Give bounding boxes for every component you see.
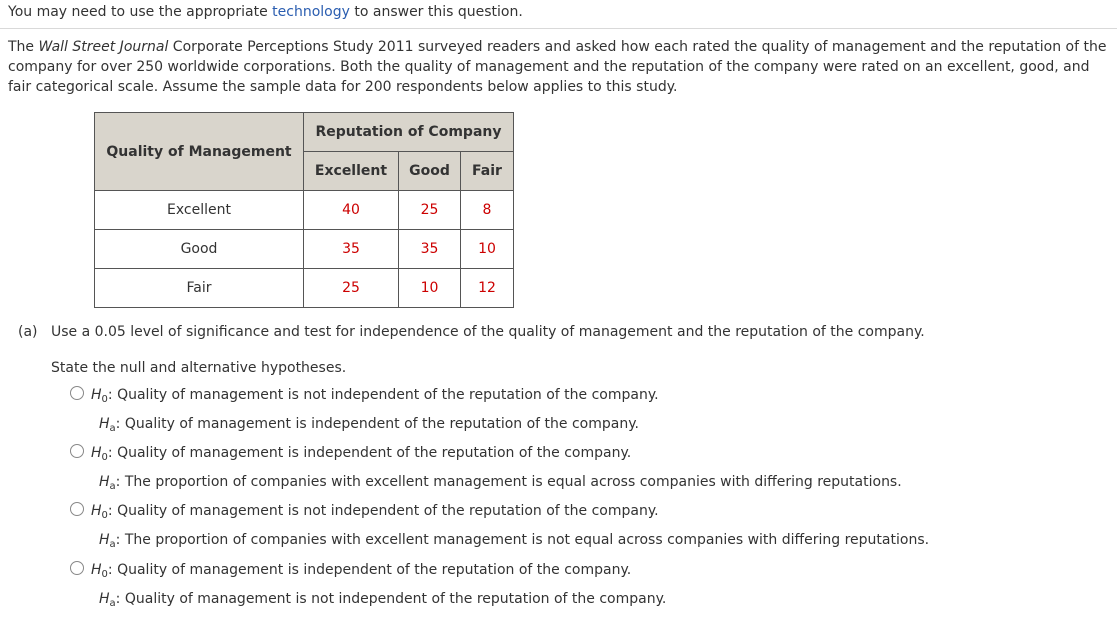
intro-before: You may need to use the appropriate — [8, 4, 273, 20]
table-cell: 10 — [461, 230, 514, 269]
table-row — [95, 269, 514, 308]
part-a-text: Use a 0.05 level of significance and test for independence of the quality of management and the reputation of the company. — [51, 324, 925, 340]
alt-hypothesis-text: The proportion of companies with excellent management is equal across companies with differing reputations. — [124, 474, 902, 490]
colon: : — [115, 532, 125, 548]
colon: : — [107, 503, 118, 519]
journal-name: Wall Street Journal — [38, 39, 169, 55]
divider — [0, 28, 1117, 29]
alt-subscript: a — [109, 539, 116, 550]
table-cell: 12 — [461, 269, 514, 308]
h-symbol: H — [91, 562, 102, 578]
part-a-label: (a) — [18, 324, 38, 340]
h-symbol: H — [99, 416, 110, 432]
row-label: Good — [95, 230, 304, 269]
hypothesis-option-1[interactable] — [70, 383, 659, 441]
intro-text — [8, 4, 523, 21]
colon: : — [107, 445, 118, 461]
instruction-text: State the null and alternative hypotheses. — [51, 360, 347, 376]
hypothesis-option-3[interactable] — [70, 499, 929, 557]
null-hypothesis-text: Quality of management is not independent of the reputation of the company. — [117, 503, 659, 519]
alt-hypothesis-line — [70, 528, 929, 557]
null-hypothesis-line — [70, 441, 902, 470]
null-hypothesis-text: Quality of management is not independent of the reputation of the company. — [117, 387, 659, 403]
column-header: Fair — [461, 152, 514, 191]
alt-hypothesis-text: The proportion of companies with excellent management is not equal across companies with differing reputations. — [124, 532, 930, 548]
h-symbol: H — [99, 532, 110, 548]
alt-subscript: a — [109, 481, 116, 492]
hypothesis-option-4[interactable] — [70, 558, 666, 616]
alt-subscript: a — [109, 598, 116, 609]
prompt-part1: The — [8, 39, 39, 55]
radio-button[interactable] — [70, 386, 84, 400]
alt-hypothesis-line — [70, 587, 666, 616]
column-header: Good — [399, 152, 461, 191]
h-symbol: H — [99, 591, 110, 607]
table-cell: 35 — [304, 230, 399, 269]
table-cell: 25 — [399, 191, 461, 230]
colon: : — [115, 474, 125, 490]
alt-hypothesis-text: Quality of management is not independent of the reputation of the company. — [124, 591, 667, 607]
colon: : — [115, 591, 125, 607]
technology-link[interactable]: technology — [272, 4, 350, 20]
null-subscript: 0 — [101, 452, 108, 463]
null-hypothesis-text: Quality of management is independent of the reputation of the company. — [117, 445, 632, 461]
table-row — [95, 191, 514, 230]
h-symbol: H — [99, 474, 110, 490]
null-subscript: 0 — [101, 394, 108, 405]
table-cell: 8 — [461, 191, 514, 230]
colon: : — [115, 416, 125, 432]
intro-after: to answer this question. — [349, 4, 523, 20]
table-cell: 35 — [399, 230, 461, 269]
row-label: Fair — [95, 269, 304, 308]
h-symbol: H — [91, 503, 102, 519]
table-cell: 40 — [304, 191, 399, 230]
null-subscript: 0 — [101, 569, 108, 580]
row-header: Quality of Management — [95, 113, 304, 191]
table-cell: 25 — [304, 269, 399, 308]
alt-hypothesis-line — [70, 412, 659, 441]
null-subscript: 0 — [101, 510, 108, 521]
null-hypothesis-line — [70, 383, 659, 412]
alt-hypothesis-line — [70, 470, 902, 499]
alt-subscript: a — [109, 423, 116, 434]
colon: : — [107, 562, 118, 578]
null-hypothesis-line — [70, 499, 929, 528]
radio-button[interactable] — [70, 502, 84, 516]
table-cell: 10 — [399, 269, 461, 308]
h-symbol: H — [91, 387, 102, 403]
part-a-question — [18, 324, 925, 340]
colon: : — [107, 387, 118, 403]
radio-button[interactable] — [70, 444, 84, 458]
radio-button[interactable] — [70, 561, 84, 575]
null-hypothesis-line — [70, 558, 666, 587]
alt-hypothesis-text: Quality of management is independent of the reputation of the company. — [124, 416, 639, 432]
null-hypothesis-text: Quality of management is independent of the reputation of the company. — [117, 562, 632, 578]
row-label: Excellent — [95, 191, 304, 230]
table-row — [95, 230, 514, 269]
hypothesis-option-2[interactable] — [70, 441, 902, 499]
column-group-header: Reputation of Company — [304, 113, 514, 152]
question-prompt — [8, 37, 1113, 97]
h-symbol: H — [91, 445, 102, 461]
prompt-part2: Corporate Perceptions Study 2011 surveyed readers and asked how each rated the quality of management and the reputation of the company for over 250 worldwide corporations. Both the quality of management and the reputation of the company were rated on an excellent, good, and fair categorical scale. Assume the sample data for 200 respondents below applies to this study. — [8, 39, 1107, 95]
contingency-table — [94, 112, 514, 308]
column-header: Excellent — [304, 152, 399, 191]
